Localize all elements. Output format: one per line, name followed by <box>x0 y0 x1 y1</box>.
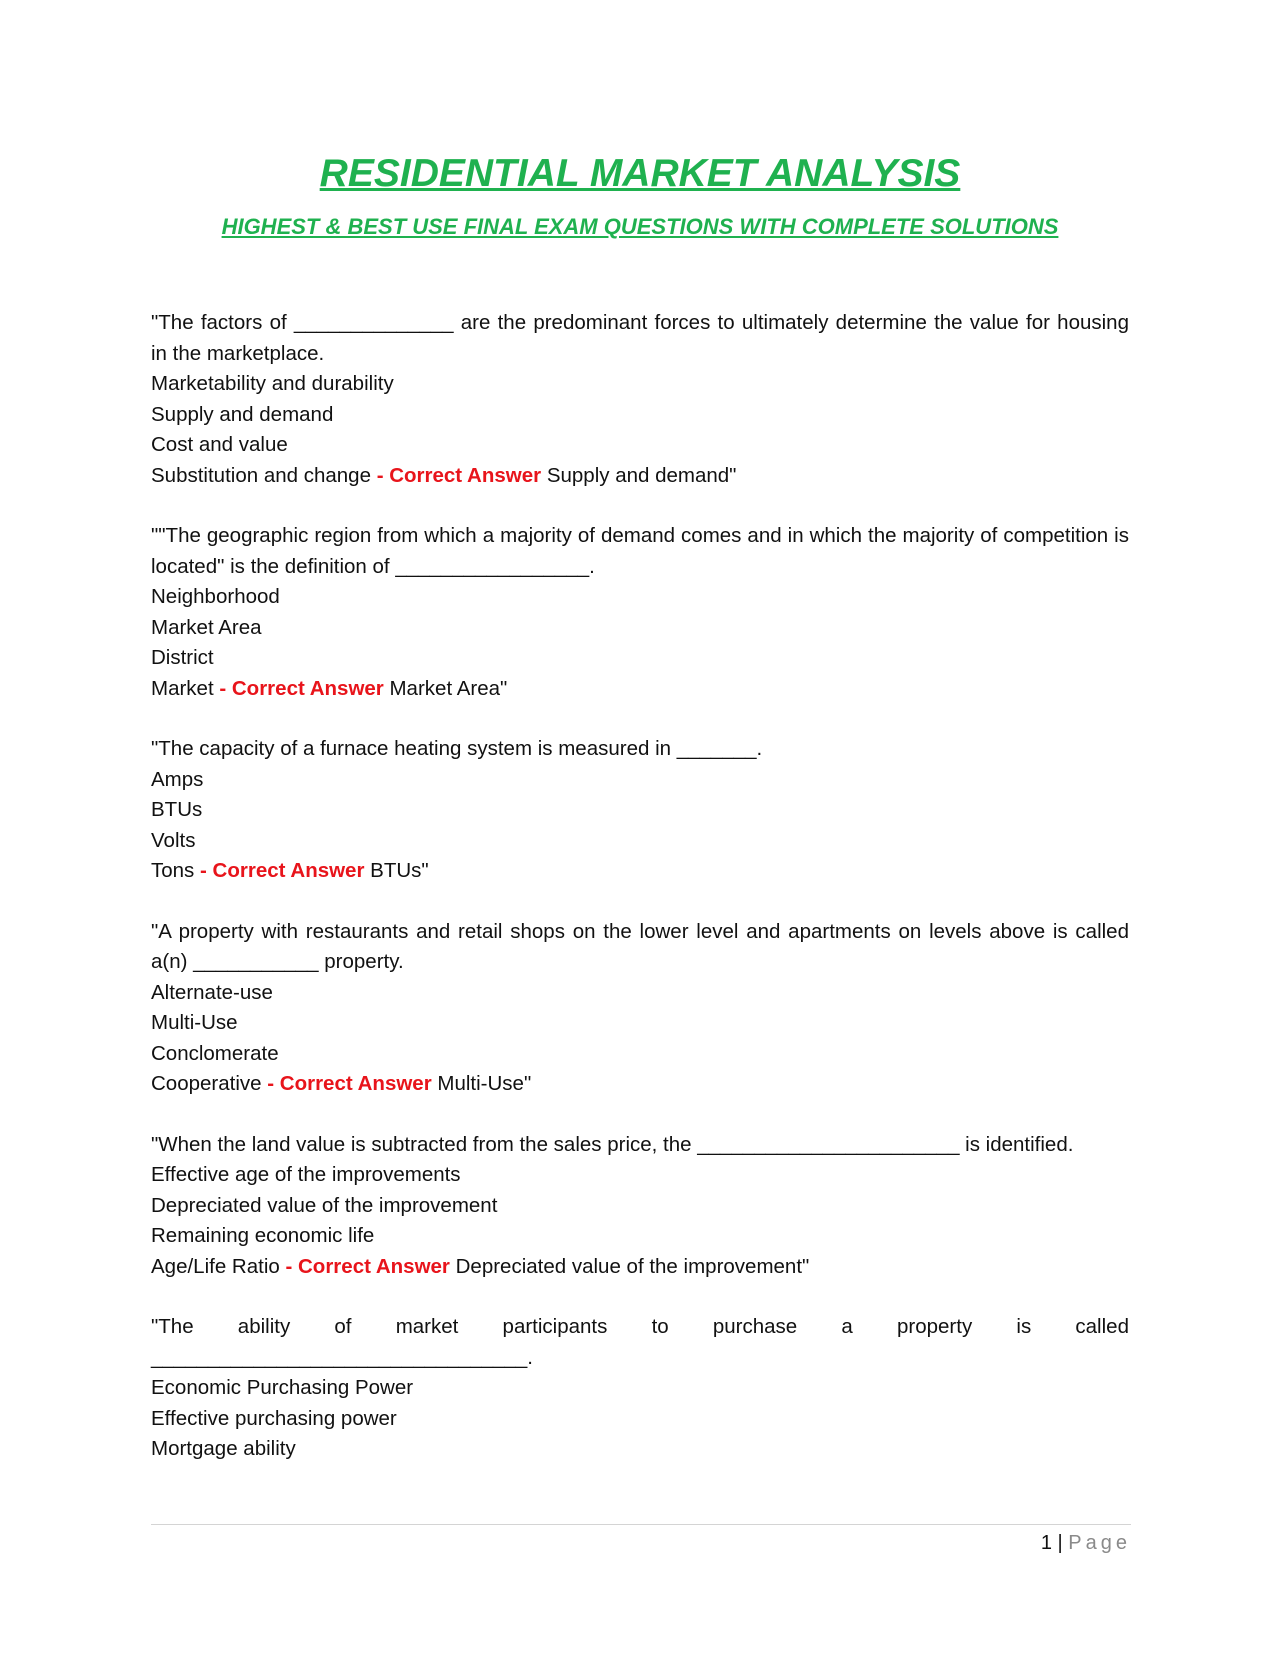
option: Cooperative <box>151 1072 262 1095</box>
option: Mortgage ability <box>151 1437 296 1460</box>
option: BTUs <box>151 798 203 821</box>
question-text: "When the land value is subtracted from the sales price, the _______________________ is identified. <box>151 1132 1074 1156</box>
question-word: participants <box>502 1315 608 1338</box>
answer-line <box>151 461 1129 492</box>
question-6 <box>151 1312 1129 1465</box>
option: Supply and demand <box>151 402 334 426</box>
question-word: "The <box>151 1315 194 1338</box>
option: Market <box>151 676 214 700</box>
correct-answer-label: - Correct Answer <box>267 1072 432 1095</box>
answer-text: Market Area" <box>389 676 508 700</box>
option: Neighborhood <box>151 585 280 608</box>
page-footer <box>1041 1532 1131 1555</box>
answer-text: Supply and demand" <box>546 463 737 487</box>
document-subtitle: HIGHEST & BEST USE FINAL EXAM QUESTIONS WITH COMPLETE SOLUTIONS <box>221 214 1059 239</box>
question-word: property <box>897 1315 973 1338</box>
answer-text: Multi-Use" <box>437 1072 532 1095</box>
page-number: 1 <box>1040 1532 1052 1554</box>
question-text: "The factors of ______________ are the predominant forces to ultimately determine the value for housing in the marketplace. <box>151 311 1129 365</box>
page-label: Page <box>1068 1532 1131 1554</box>
answer-line <box>151 1069 1129 1100</box>
question-word: ability <box>237 1315 291 1338</box>
option: Substitution and change <box>151 463 371 487</box>
option: Economic Purchasing Power <box>151 1376 414 1399</box>
option: Amps <box>151 767 204 791</box>
option: Remaining economic life <box>151 1224 375 1247</box>
option: Effective age of the improvements <box>151 1163 461 1186</box>
option: Age/Life Ratio <box>151 1254 280 1278</box>
question-text: "The capacity of a furnace heating system is measured in _______. <box>151 737 763 760</box>
footer-divider <box>151 1524 1131 1525</box>
answer-line <box>151 1252 1129 1283</box>
answer-text: Depreciated value of the improvement" <box>455 1254 810 1278</box>
question-word: a <box>841 1315 853 1338</box>
option: Effective purchasing power <box>151 1406 397 1430</box>
option: Alternate-use <box>151 980 273 1004</box>
document-title: RESIDENTIAL MARKET ANALYSIS <box>319 152 961 195</box>
questions-list <box>151 308 1129 1495</box>
option: Tons <box>151 859 195 882</box>
question-word: is <box>1016 1315 1032 1338</box>
question-4 <box>151 917 1129 1100</box>
question-word: market <box>395 1315 459 1338</box>
option: Multi-Use <box>151 1011 238 1034</box>
answer-line <box>151 856 1129 887</box>
question-text-line-1 <box>151 1312 1129 1343</box>
question-word: of <box>334 1315 352 1338</box>
question-word: purchase <box>712 1315 798 1338</box>
answer-text: BTUs" <box>370 859 429 882</box>
correct-answer-label: - Correct Answer <box>285 1254 450 1278</box>
question-2 <box>151 521 1129 704</box>
option: District <box>151 646 214 669</box>
question-word: to <box>651 1315 669 1338</box>
correct-answer-label: - Correct Answer <box>219 676 384 700</box>
option: Depreciated value of the improvement <box>151 1193 498 1217</box>
answer-line <box>151 674 1129 705</box>
question-text: "A property with restaurants and retail shops on the lower level and apartments on levels above is called a(n) ___________ property. <box>151 919 1129 973</box>
option: Market Area <box>151 615 262 639</box>
question-text: ""The geographic region from which a majority of demand comes and in which the majority of competition is located" is the definition of _________________. <box>151 524 1129 578</box>
question-word: called <box>1075 1315 1129 1338</box>
page-separator: | <box>1051 1532 1069 1554</box>
correct-answer-label: - Correct Answer <box>376 463 542 487</box>
question-5 <box>151 1130 1129 1283</box>
option: Conclomerate <box>151 1041 279 1065</box>
correct-answer-label: - Correct Answer <box>200 859 365 882</box>
question-text-line-2: _________________________________. <box>151 1345 533 1369</box>
question-1 <box>151 308 1129 491</box>
question-3 <box>151 734 1129 887</box>
option: Cost and value <box>151 433 288 456</box>
option: Marketability and durability <box>151 372 394 395</box>
option: Volts <box>151 828 196 852</box>
